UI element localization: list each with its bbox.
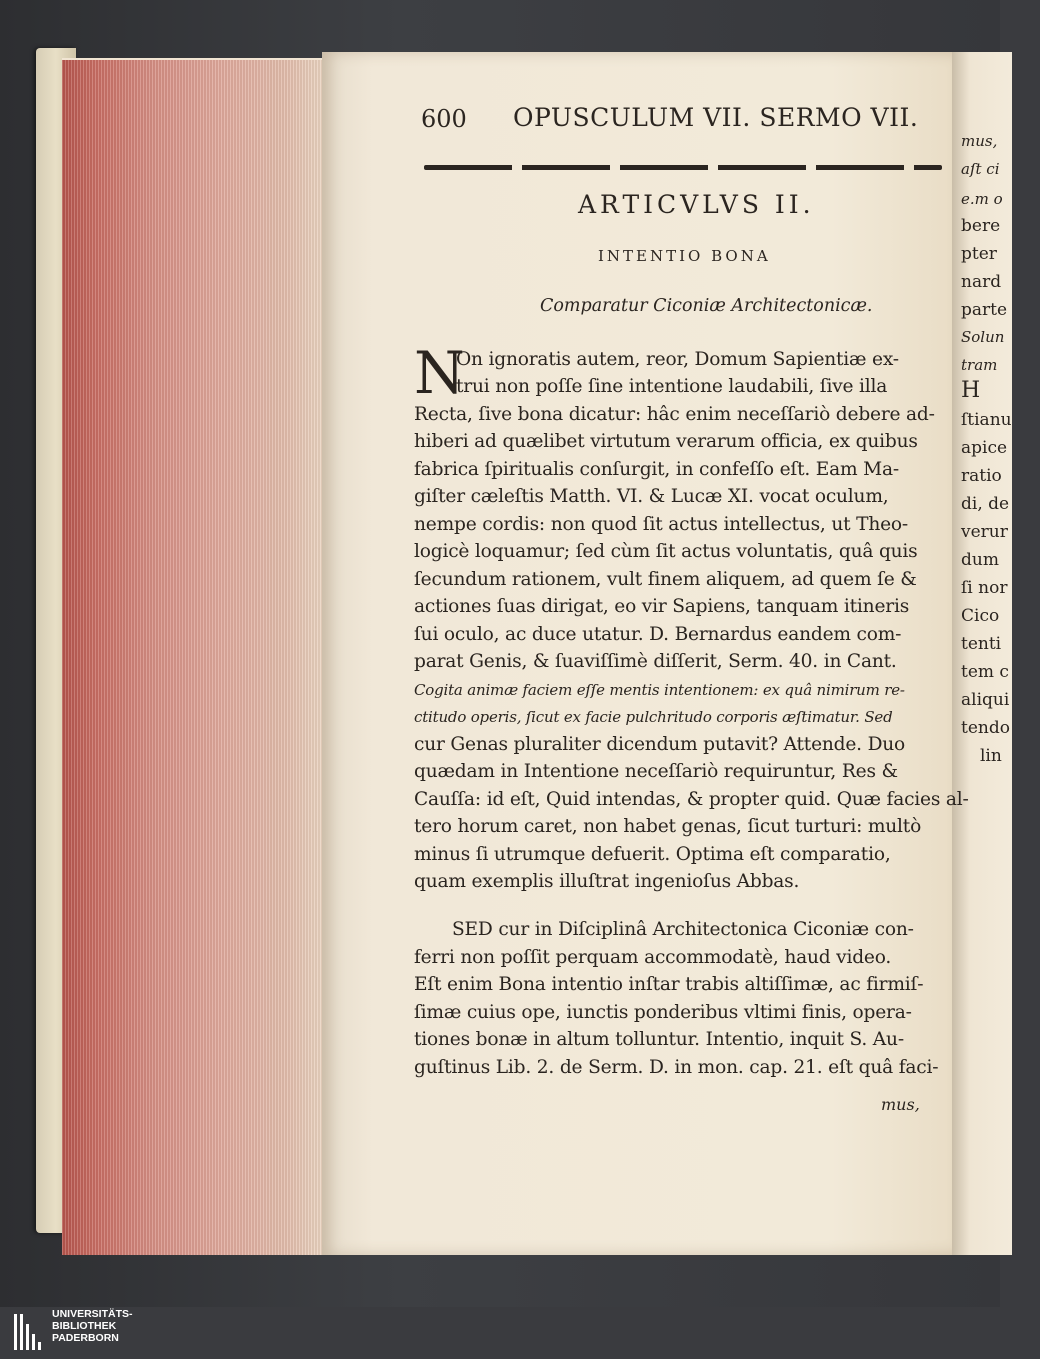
facing-line: nard — [961, 272, 1002, 292]
facing-line: parte — [961, 300, 1008, 320]
text-line: hiberi ad quælibet virtutum verarum officia, ex quibus — [414, 431, 918, 452]
section-caption: Comparatur Ciconiæ Architectonicæ. — [540, 296, 873, 316]
facing-page — [952, 52, 1012, 1255]
facing-line: Cico — [961, 606, 1000, 626]
facing-line: aſt ci — [961, 160, 1000, 178]
facing-line: ſi nor — [961, 578, 1008, 598]
facing-line: ratio — [961, 466, 1002, 486]
running-title: OPUSCULUM VII. SERMO VII. — [513, 103, 919, 132]
facing-line: e.m o — [961, 190, 1003, 208]
text-line: Cogita animæ faciem eſſe mentis intentionem: ex quâ nimirum re- — [414, 681, 905, 699]
text-line: SED cur in Diſciplinâ Architectonica Ciconiæ con- — [452, 919, 914, 940]
text-line: On ignoratis autem, reor, Domum Sapientiæ ex- — [456, 349, 899, 370]
text-line: Eſt enim Bona intentio inſtar trabis altiſſimæ, ac firmiſ- — [414, 974, 924, 995]
text-line: logicè loquamur; ſed cùm ſit actus voluntatis, quâ quis — [414, 541, 918, 562]
facing-line: apice — [961, 438, 1008, 458]
library-logo-text — [52, 1308, 133, 1344]
facing-line: tram — [961, 356, 998, 374]
facing-line: tendo — [961, 718, 1010, 738]
text-line: quædam in Intentione neceſſariò requiruntur, Res & — [414, 761, 898, 782]
page-header — [421, 101, 941, 137]
facing-line: mus, — [961, 132, 998, 150]
article-title: ARTICVLVS II. — [578, 190, 815, 219]
text-line: cur Genas pluraliter dicendum putavit? Attende. Duo — [414, 734, 906, 755]
text-line: minus ſi utrumque defuerit. Optima eſt comparatio, — [414, 844, 891, 865]
text-line: ferri non poſſit perquam accommodatè, haud video. — [414, 947, 892, 968]
facing-line: lin — [980, 746, 1002, 766]
section-subtitle: INTENTIO BONA — [598, 247, 771, 265]
library-logo-icon — [12, 1310, 48, 1354]
facing-line: tem c — [961, 662, 1009, 682]
facing-line: dum — [961, 550, 999, 570]
logo-line: UNIVERSITÄTS- — [52, 1308, 133, 1320]
page-number: 600 — [421, 105, 467, 133]
text-line: Recta, ſive bona dicatur: hâc enim neceſſariò debere ad- — [414, 404, 935, 425]
catchword: mus, — [881, 1095, 920, 1114]
facing-line: aliqui — [961, 690, 1010, 710]
header-rule — [424, 165, 942, 170]
facing-line: Solun — [961, 328, 1005, 346]
text-line: actiones ſuas dirigat, eo vir Sapiens, tanquam itineris — [414, 596, 910, 617]
text-line: fabrica ſpiritualis conſurgit, in confeſſo eſt. Eam Ma- — [414, 459, 899, 480]
text-line: tiones bonæ in altum tolluntur. Intentio, inquit S. Au- — [414, 1029, 904, 1050]
text-line: trui non poſſe ſine intentione laudabili, ſive illa — [456, 376, 888, 397]
facing-line: H — [961, 378, 981, 403]
facing-line: pter — [961, 244, 997, 264]
logo-line: PADERBORN — [52, 1332, 119, 1344]
text-line: parat Genis, & ſuaviſſimè diſſerit, Serm. 40. in Cant. — [414, 651, 897, 672]
drop-cap: N — [414, 339, 465, 407]
text-line: quam exemplis illuſtrat ingenioſus Abbas. — [414, 871, 800, 892]
footer-bar — [0, 1307, 1000, 1359]
logo-line: BIBLIOTHEK — [52, 1320, 117, 1332]
text-line: ſecundum rationem, vult finem aliquem, ad quem ſe & — [414, 569, 917, 590]
text-line: ſimæ cuius ope, iunctis ponderibus vltimi finis, opera- — [414, 1002, 912, 1023]
facing-line: tenti — [961, 634, 1002, 654]
text-line: ctitudo operis, ſicut ex facie pulchritudo corporis æſtimatur. Sed — [414, 708, 893, 726]
facing-line: bere — [961, 216, 1001, 236]
text-line: Cauſſa: id eſt, Quid intendas, & propter quid. Quæ facies al- — [414, 789, 969, 810]
text-line: tero horum caret, non habet genas, ſicut turturi: multò — [414, 816, 922, 837]
text-line: giſter cæleſtis Matth. VI. & Lucæ XI. vocat oculum, — [414, 486, 889, 507]
page-block-edges — [62, 58, 324, 1255]
text-line: ſui oculo, ac duce utatur. D. Bernardus eandem com- — [414, 624, 902, 645]
facing-line: ſtianu — [961, 410, 1012, 430]
text-line: nempe cordis: non quod ſit actus intellectus, ut Theo- — [414, 514, 908, 535]
facing-line: di, de — [961, 494, 1010, 514]
facing-line: verur — [961, 522, 1008, 542]
text-line: guſtinus Lib. 2. de Serm. D. in mon. cap. 21. eſt quâ faci- — [414, 1057, 939, 1078]
